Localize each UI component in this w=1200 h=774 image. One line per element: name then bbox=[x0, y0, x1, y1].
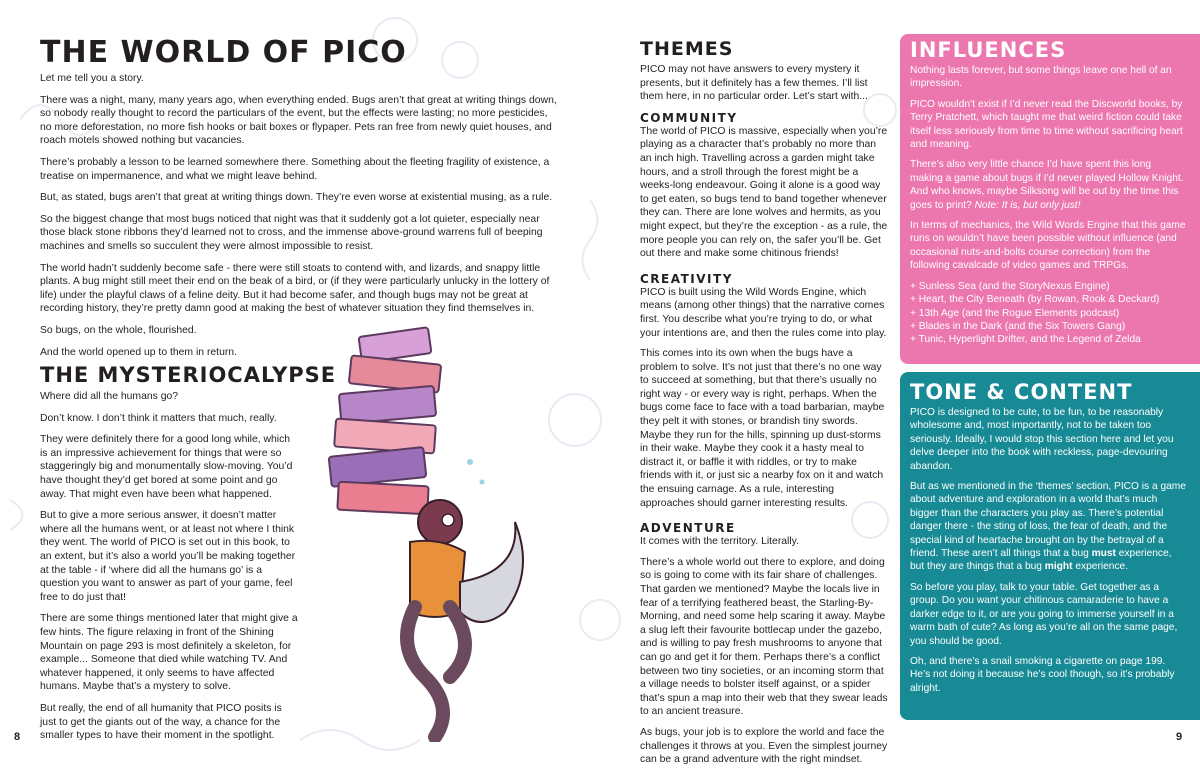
influences-paragraph: Nothing lasts forever, but some things leave one hell of an impression. bbox=[910, 65, 1172, 90]
themes-intro: PICO may not have answers to every mystery it presents, but it definitely has a few themes. I’ll list them here, in no particular order. Let’s start with... bbox=[640, 64, 868, 103]
body-paragraph: They were definitely there for a good long while, which is an impressive achievement for things that were so staggeringly big and monumentally slow-moving. You’d have thought they’d get bored at some point and go away. That might even have been what happened. bbox=[40, 434, 293, 500]
list-item: + Sunless Sea (and the StoryNexus Engine) bbox=[910, 280, 1110, 292]
influences-paragraph: PICO wouldn’t exist if I’d never read the Discworld books, by Terry Pratchett, which taught me that weird fiction could take itself less seriously from time to time without sacrificing heart and meaning. bbox=[910, 98, 1183, 151]
body-paragraph: But, as stated, bugs aren’t that great at writing things down. They’re even worse at existential musing, as a rule. bbox=[40, 192, 553, 204]
influences-note: Note: It is, but only just! bbox=[974, 199, 1081, 211]
bug-carrying-books-illustration bbox=[320, 322, 530, 742]
body-paragraph: So bugs, on the whole, flourished. bbox=[40, 324, 197, 336]
right-page-number: 9 bbox=[1176, 731, 1183, 743]
body-paragraph: Don’t know. I don’t think it matters that much, really. bbox=[40, 412, 277, 424]
adventure-title: ADVENTURE bbox=[640, 521, 736, 536]
body-paragraph: But really, the end of all humanity that PICO posits is just to get the giants out of the way, a chance for the smaller types to have their moment in the spotlight. bbox=[40, 702, 282, 742]
adventure-paragraph: It comes with the territory. Literally. bbox=[640, 536, 799, 548]
creativity-title: CREATIVITY bbox=[640, 271, 733, 286]
list-item: + Blades in the Dark (and the Six Towers Gang) bbox=[910, 320, 1126, 332]
body-paragraph: There’s probably a lesson to be learned somewhere there. Something about the fleeting fragility of existence, a treatise on impermanence, and what we might leave behind. bbox=[40, 156, 550, 182]
themes-title: THEMES bbox=[640, 38, 734, 60]
mystery-intro: Where did all the humans go? bbox=[40, 391, 179, 403]
influences-list bbox=[910, 280, 1186, 347]
community-text: The world of PICO is massive, especially when you’re playing as a character that’s probably no more than an inch high. Travelling across a garden might take hours, and a stroll through the forest might be a weeks-long endeavour. Going it alone is a good way to get eaten, so bugs tend to band together whenever they can. There are lone wolves and hermits, as you might expect, but they’re the exception - as a rule, the more people you can rely on, the safer you’ll be. Get out there and make some chitinous friends! bbox=[640, 125, 888, 260]
section-title-mysteriocalypse: THE MYSTERIOCALYPSE bbox=[40, 363, 337, 388]
tone-paragraph: So before you play, talk to your table. Get together as a group. Do you want your chitinous camaraderie to have a darker edge to it, or are you going to immerse yourself in a warm bath of cute? As long as you’re all on the same page, you should be good. bbox=[910, 581, 1178, 647]
list-item: + 13th Age (and the Rogue Elements podcast) bbox=[910, 307, 1120, 319]
influences-paragraph: In terms of mechanics, the Wild Words Engine that this game runs on wouldn’t have been possible without influence (and occasional nuts-and-bolts course correction) from the following cavalcade of video games and TRPGs. bbox=[910, 220, 1186, 272]
tone-content-box bbox=[900, 372, 1200, 720]
body-paragraph: The world hadn’t suddenly become safe - there were still stoats to contend with, and lizards, and snappy little plants. A bug might still meet their end on the beak of a bird, or (if they were particularly unlucky in the lottery of life) under the playful claws of a feline deity. But it had become safer, and though bugs may not be great at recording history, they’re pretty damn good at making the best of whatever situation they find themselves in. bbox=[40, 262, 550, 315]
left-page-number: 8 bbox=[14, 731, 21, 743]
page-title: THE WORLD OF PICO bbox=[40, 35, 407, 70]
creativity-paragraph: PICO is built using the Wild Words Engine, which means (among other things) that the narrative comes first. You describe what you’re trying to do, or what your intentions are, and then the rules come into play. bbox=[640, 286, 887, 339]
tone-paragraph: PICO is designed to be cute, to be fun, to be reasonably wholesome and, most importantly, not to be taken too seriously. Ideally, I would stop this section here and let you delve deeper into the book with reckless, page-devouring abandon. bbox=[910, 407, 1174, 472]
list-item: + Tunic, Hyperlight Drifter, and the Legend of Zelda bbox=[910, 334, 1141, 346]
creativity-paragraph: This comes into its own when the bugs have a problem to solve. It’s not just that there’s no one way to succeed at something, but that there’s usually no right way - or every way is right, perhaps. When the bugs come face to face with a toad barbarian, maybe they pelt it with stones, or brandish tiny swords. Maybe they run for the hills, spinning up dust-storms in their wake. Maybe they cook it a hasty meal to distract it, or baffle it with riddles, or try to make friends with it, or just sic a nearby fox on it and watch the ensuing carnage. As a rule, interesting approaches should garner interesting results. bbox=[640, 348, 885, 509]
list-item: + Heart, the City Beneath (by Rowan, Rook & Deckard) bbox=[910, 294, 1160, 306]
influences-box bbox=[900, 34, 1200, 364]
body-paragraph: There are some things mentioned later that might give a few hints. The figure relaxing in front of the Shining Mountain on page 293 is most definitely a skeleton, for example... Someone that died while watching TV. And whatever happened, it only seems to have affected humans. Maybe that’s a mystery to solve. bbox=[40, 613, 298, 693]
body-paragraph: There was a night, many, many years ago, when everything ended. Bugs aren’t that great at writing things down, so nobody really thought to record the particulars of the event, but the effects were lasting; no more pesticides, no more deforestation, no more fish hooks or bait boxes or flypaper. Pets ran free from newly quiet houses, and roach motels showed nothing but vacancies. bbox=[40, 94, 557, 147]
body-paragraph: And the world opened up to them in return. bbox=[40, 346, 237, 358]
body-paragraph: So the biggest change that most bugs noticed that night was that it suddenly got a lot quieter, especially near those black stone ribbons they’d learned not to cross, and the immense above-ground warrens full of beeping machines and smells so succulent they were almost impossible to resist. bbox=[40, 213, 543, 252]
intro-text: Let me tell you a story. bbox=[40, 73, 144, 84]
themes-column bbox=[640, 40, 890, 774]
adventure-paragraph: There’s a whole world out there to explore, and doing so is going to come with its fair share of challenges. That garden we mentioned? Maybe the locals live in fear of a terrifying feathered beast, the Starling-By-Morning, and need some help scaring it away. Maybe a slug left their favourite bottlecap under the gazebo, and is willing to pay fresh mushrooms to anyone that can go and get it for them. Perhaps there’s a conflict between two tiny societies, or an incoming storm that a village needs to bolster itself against, or a spider that’s spun a map into their web that they swear leads to an ancient treasure. bbox=[640, 556, 888, 718]
tone-paragraph: Oh, and there’s a snail smoking a cigarette on page 199. He’s not doing it because he’s cool though, so it’s probably alright. bbox=[910, 655, 1175, 694]
tone-paragraph: But as we mentioned in the ‘themes’ section, PICO is a game about adventure and exploration in a world that’s much bigger than the characters you play as. There’s potential danger there - the sting of loss, the fear of death, and the special kind of heartache brought on by the betrayal of a friend. These aren’t all things that a bug must experience, but they are things that a bug might experience. bbox=[910, 481, 1186, 573]
influences-paragraph: There’s also very little chance I’d have spent this long making a game about bugs if I’d never played Hollow Knight. And who knows, maybe Silksong will be out by the time this goes to print? Note: It is, but only just! bbox=[910, 159, 1184, 211]
influences-title: INFLUENCES bbox=[910, 38, 1067, 62]
community-title: COMMUNITY bbox=[640, 110, 738, 125]
tone-title: TONE & CONTENT bbox=[910, 380, 1133, 404]
adventure-paragraph: As bugs, your job is to explore the world and face the challenges it throws at you. Even the simplest journey can be a grand adventure with the right mindset. bbox=[640, 726, 888, 766]
body-paragraph: But to give a more serious answer, it doesn’t matter where all the humans went, or at least not where I think they went. The world of PICO is set out in this book, to an extent, but it’s also a world you’ll be making together at the table - if ‘where did all the humans go’ is a question you want to answer as part of your game, feel free to do just that! bbox=[40, 510, 296, 603]
